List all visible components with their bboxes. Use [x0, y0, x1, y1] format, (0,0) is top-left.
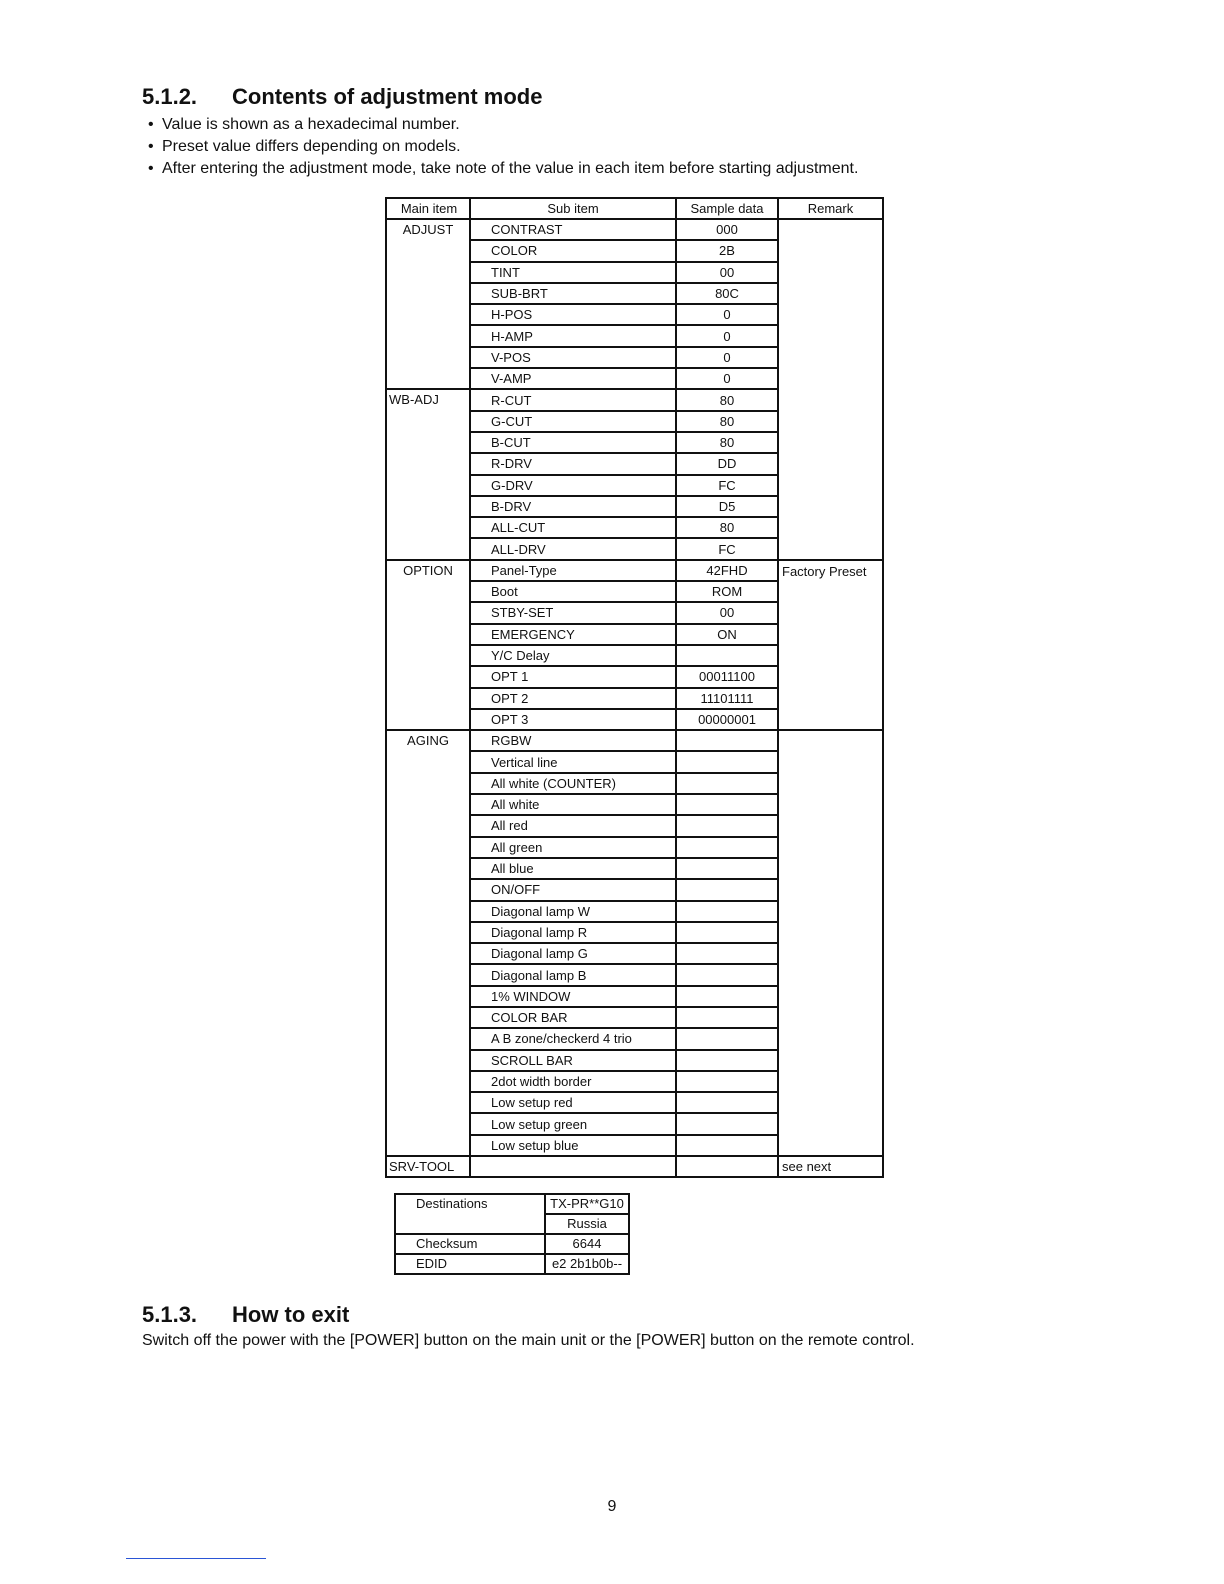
- sample-data-cell: [677, 965, 779, 986]
- sample-data-cell: DD: [677, 454, 779, 475]
- sample-data-cell: [677, 1157, 779, 1176]
- table-row: [387, 1157, 882, 1176]
- note-take-note: • After entering the adjustment mode, take note of the value in each item before starting adjustment.: [148, 158, 858, 180]
- sub-item-cell: STBY-SET: [471, 603, 677, 624]
- checksum-value: 6644: [545, 1234, 629, 1254]
- sub-item-cell: CONTRAST: [471, 220, 677, 241]
- remark-text: Factory Preset: [782, 563, 867, 579]
- sample-data-cell: 0: [677, 326, 779, 347]
- sample-data-cell: ROM: [677, 582, 779, 603]
- dest-label: Destinations: [395, 1194, 545, 1234]
- notes-list: [148, 114, 858, 180]
- header-main-item: Main item: [387, 199, 471, 220]
- exit-instructions: Switch off the power with the [POWER] button on the main unit or the [POWER] button on the remote control.: [142, 1332, 915, 1349]
- sub-item-cell: OPT 1: [471, 667, 677, 688]
- sub-item-cell: COLOR BAR: [471, 1008, 677, 1029]
- sub-item-cell: B-DRV: [471, 497, 677, 518]
- edid-value: e2 2b1b0b--: [545, 1254, 629, 1274]
- dest-row: [395, 1194, 629, 1214]
- sub-item-cell: 1% WINDOW: [471, 987, 677, 1008]
- sub-item-cell: 2dot width border: [471, 1072, 677, 1093]
- sub-item-cell: ON/OFF: [471, 880, 677, 901]
- sample-data-cell: 000: [677, 220, 779, 241]
- remark-cell: [779, 561, 882, 731]
- sample-data-cell: [677, 944, 779, 965]
- sample-data-cell: [677, 795, 779, 816]
- sample-data-cell: 80: [677, 433, 779, 454]
- sample-data-cell: [677, 731, 779, 752]
- section-number: 5.1.2.: [142, 84, 198, 109]
- sample-data-cell: 80: [677, 412, 779, 433]
- sub-item-cell: G-DRV: [471, 476, 677, 497]
- sub-item-cell: SUB-BRT: [471, 284, 677, 305]
- sub-item-cell: ALL-DRV: [471, 539, 677, 560]
- sub-item-cell: Y/C Delay: [471, 646, 677, 667]
- main-item-cell: SRV-TOOL: [387, 1157, 471, 1176]
- note-hex: • Value is shown as a hexadecimal number.: [148, 114, 858, 136]
- sample-data-cell: [677, 1051, 779, 1072]
- sample-data-cell: [677, 774, 779, 795]
- sub-item-cell: All white (COUNTER): [471, 774, 677, 795]
- sample-data-cell: ON: [677, 625, 779, 646]
- sample-data-cell: 00011100: [677, 667, 779, 688]
- sample-data-cell: 0: [677, 305, 779, 326]
- sub-item-cell: SCROLL BAR: [471, 1051, 677, 1072]
- sub-item-cell: R-CUT: [471, 390, 677, 411]
- table-body: [387, 220, 882, 1176]
- sub-item-cell: Panel-Type: [471, 561, 677, 582]
- adjustment-mode-table: [385, 197, 884, 1178]
- dest-region: Russia: [545, 1214, 629, 1234]
- sub-item-cell: Low setup blue: [471, 1136, 677, 1157]
- sample-data-cell: 80C: [677, 284, 779, 305]
- sub-item-cell: All green: [471, 838, 677, 859]
- table-row: [387, 731, 882, 752]
- remark-text: see next: [782, 1159, 832, 1175]
- footer-rule: [126, 1558, 266, 1559]
- sub-item-cell: Diagonal lamp W: [471, 902, 677, 923]
- sub-item-cell: RGBW: [471, 731, 677, 752]
- sample-data-cell: D5: [677, 497, 779, 518]
- sub-item-cell: Boot: [471, 582, 677, 603]
- remark-text: [779, 220, 882, 223]
- sample-data-cell: 0: [677, 348, 779, 369]
- sample-data-cell: 80: [677, 518, 779, 539]
- sub-item-cell: COLOR: [471, 241, 677, 262]
- sub-item-cell: R-DRV: [471, 454, 677, 475]
- sample-data-cell: FC: [677, 539, 779, 560]
- header-sample-data: Sample data: [677, 199, 779, 220]
- section-number: 5.1.3.: [142, 1302, 198, 1327]
- table-header-row: [387, 199, 882, 220]
- section-title: How to exit: [232, 1302, 350, 1327]
- sample-data-cell: [677, 838, 779, 859]
- sample-data-cell: 2B: [677, 241, 779, 262]
- sub-item-cell: EMERGENCY: [471, 625, 677, 646]
- page-number: 9: [607, 1498, 617, 1515]
- sub-item-cell: All white: [471, 795, 677, 816]
- note-preset: • Preset value differs depending on models.: [148, 136, 858, 158]
- sub-item-cell: A B zone/checkerd 4 trio: [471, 1029, 677, 1050]
- main-item-cell: AGING: [387, 731, 471, 1157]
- edid-label: EDID: [395, 1254, 545, 1274]
- sub-item-cell: V-POS: [471, 348, 677, 369]
- sub-item-cell: G-CUT: [471, 412, 677, 433]
- sub-item-cell: Vertical line: [471, 752, 677, 773]
- sub-item-cell: OPT 2: [471, 689, 677, 710]
- sub-item-cell: B-CUT: [471, 433, 677, 454]
- sub-item-cell: [471, 1157, 677, 1176]
- sub-item-cell: Diagonal lamp R: [471, 923, 677, 944]
- sample-data-cell: 42FHD: [677, 561, 779, 582]
- sample-data-cell: [677, 923, 779, 944]
- table-row: [387, 561, 882, 582]
- section-heading-5-1-3: [142, 1302, 349, 1328]
- sample-data-cell: [677, 1093, 779, 1114]
- sample-data-cell: [677, 1072, 779, 1093]
- sample-data-cell: 11101111: [677, 689, 779, 710]
- sample-data-cell: [677, 752, 779, 773]
- sample-data-cell: 80: [677, 390, 779, 411]
- sub-item-cell: OPT 3: [471, 710, 677, 731]
- sub-item-cell: Low setup green: [471, 1114, 677, 1135]
- checksum-row: [395, 1234, 629, 1254]
- sample-data-cell: [677, 987, 779, 1008]
- sub-item-cell: H-POS: [471, 305, 677, 326]
- remark-cell: [779, 220, 882, 561]
- sample-data-cell: 00: [677, 603, 779, 624]
- sample-data-cell: [677, 816, 779, 837]
- section-heading-5-1-2: [142, 84, 542, 110]
- section-title: Contents of adjustment mode: [232, 84, 543, 109]
- sub-item-cell: All red: [471, 816, 677, 837]
- sub-item-cell: Low setup red: [471, 1093, 677, 1114]
- checksum-label: Checksum: [395, 1234, 545, 1254]
- sample-data-cell: [677, 1114, 779, 1135]
- sample-data-cell: [677, 1136, 779, 1157]
- sub-item-cell: TINT: [471, 263, 677, 284]
- sub-item-cell: All blue: [471, 859, 677, 880]
- remark-text: [779, 731, 882, 734]
- sub-item-cell: H-AMP: [471, 326, 677, 347]
- main-item-cell: ADJUST: [387, 220, 471, 390]
- table-row: [387, 220, 882, 241]
- sub-item-cell: ALL-CUT: [471, 518, 677, 539]
- sample-data-cell: [677, 646, 779, 667]
- dest-model: TX-PR**G10: [545, 1194, 629, 1214]
- main-item-cell: OPTION: [387, 561, 471, 731]
- sub-item-cell: Diagonal lamp B: [471, 965, 677, 986]
- destinations-table: [394, 1193, 630, 1275]
- header-sub-item: Sub item: [471, 199, 677, 220]
- sample-data-cell: [677, 880, 779, 901]
- sample-data-cell: [677, 1029, 779, 1050]
- sub-item-cell: Diagonal lamp G: [471, 944, 677, 965]
- sample-data-cell: 0: [677, 369, 779, 390]
- sample-data-cell: 00000001: [677, 710, 779, 731]
- sample-data-cell: FC: [677, 476, 779, 497]
- remark-cell: [779, 731, 882, 1157]
- remark-cell: [779, 1157, 882, 1176]
- sample-data-cell: [677, 902, 779, 923]
- header-remark: Remark: [779, 199, 882, 220]
- sample-data-cell: 00: [677, 263, 779, 284]
- sample-data-cell: [677, 859, 779, 880]
- sample-data-cell: [677, 1008, 779, 1029]
- main-item-cell: WB-ADJ: [387, 390, 471, 560]
- edid-row: [395, 1254, 629, 1274]
- sub-item-cell: V-AMP: [471, 369, 677, 390]
